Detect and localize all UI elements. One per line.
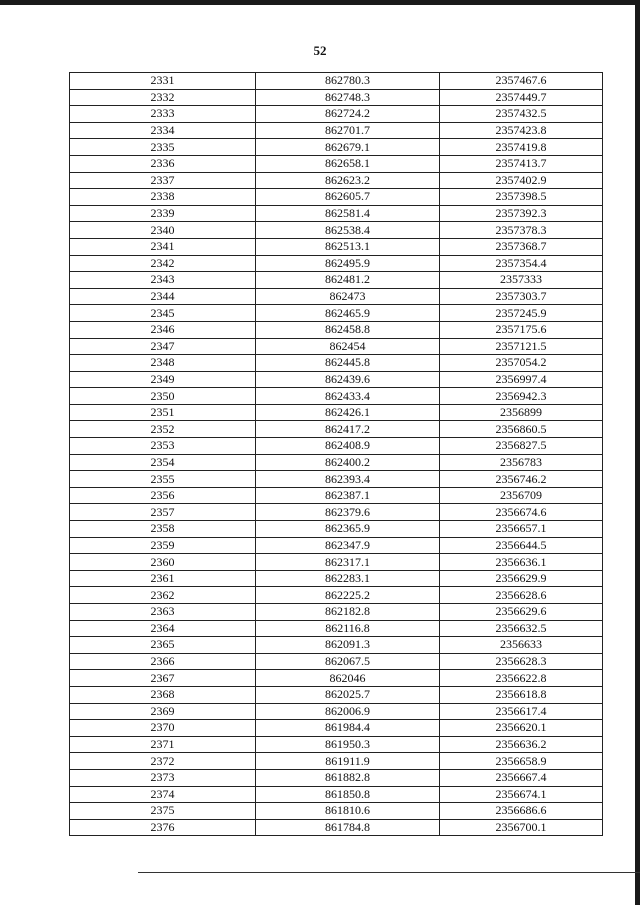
x-coordinate-cell: 862658.1 <box>256 155 440 172</box>
table-row <box>70 222 603 239</box>
y-coordinate-cell: 2356636.1 <box>440 554 603 571</box>
point-number-cell: 2344 <box>70 288 256 305</box>
y-coordinate-cell: 2356628.6 <box>440 587 603 604</box>
y-coordinate-cell: 2356658.9 <box>440 753 603 770</box>
point-number-cell: 2334 <box>70 122 256 139</box>
y-coordinate-cell: 2357392.3 <box>440 205 603 222</box>
point-number-cell: 2374 <box>70 786 256 803</box>
point-number-cell: 2342 <box>70 255 256 272</box>
y-coordinate-cell: 2356617.4 <box>440 703 603 720</box>
table-row <box>70 288 603 305</box>
point-number-cell: 2354 <box>70 454 256 471</box>
table-row <box>70 620 603 637</box>
point-number-cell: 2333 <box>70 106 256 123</box>
y-coordinate-cell: 2356657.1 <box>440 521 603 538</box>
x-coordinate-cell: 862724.2 <box>256 106 440 123</box>
table-row <box>70 753 603 770</box>
y-coordinate-cell: 2356628.3 <box>440 653 603 670</box>
y-coordinate-cell: 2356860.5 <box>440 421 603 438</box>
table-row <box>70 769 603 786</box>
table-row <box>70 139 603 156</box>
x-coordinate-cell: 862473 <box>256 288 440 305</box>
y-coordinate-cell: 2357378.3 <box>440 222 603 239</box>
y-coordinate-cell: 2356618.8 <box>440 686 603 703</box>
y-coordinate-cell: 2357413.7 <box>440 155 603 172</box>
table-row <box>70 504 603 521</box>
table-row <box>70 421 603 438</box>
table-row <box>70 570 603 587</box>
table-row <box>70 803 603 820</box>
y-coordinate-cell: 2356667.4 <box>440 769 603 786</box>
x-coordinate-cell: 862495.9 <box>256 255 440 272</box>
point-number-cell: 2353 <box>70 438 256 455</box>
y-coordinate-cell: 2356783 <box>440 454 603 471</box>
x-coordinate-cell: 862605.7 <box>256 189 440 206</box>
point-number-cell: 2347 <box>70 338 256 355</box>
table-row <box>70 89 603 106</box>
x-coordinate-cell: 862046 <box>256 670 440 687</box>
x-coordinate-cell: 862387.1 <box>256 487 440 504</box>
table-row <box>70 487 603 504</box>
y-coordinate-cell: 2356636.2 <box>440 736 603 753</box>
y-coordinate-cell: 2357449.7 <box>440 89 603 106</box>
y-coordinate-cell: 2356674.6 <box>440 504 603 521</box>
point-number-cell: 2352 <box>70 421 256 438</box>
x-coordinate-cell: 862006.9 <box>256 703 440 720</box>
table-row <box>70 703 603 720</box>
y-coordinate-cell: 2356633 <box>440 637 603 654</box>
point-number-cell: 2366 <box>70 653 256 670</box>
table-row <box>70 587 603 604</box>
point-number-cell: 2359 <box>70 537 256 554</box>
x-coordinate-cell: 862393.4 <box>256 471 440 488</box>
y-coordinate-cell: 2357432.5 <box>440 106 603 123</box>
y-coordinate-cell: 2356629.6 <box>440 604 603 621</box>
point-number-cell: 2375 <box>70 803 256 820</box>
point-number-cell: 2355 <box>70 471 256 488</box>
table-row <box>70 537 603 554</box>
y-coordinate-cell: 2356622.8 <box>440 670 603 687</box>
x-coordinate-cell: 862379.6 <box>256 504 440 521</box>
y-coordinate-cell: 2357419.8 <box>440 139 603 156</box>
y-coordinate-cell: 2356899 <box>440 404 603 421</box>
table-row <box>70 454 603 471</box>
table-row <box>70 388 603 405</box>
point-number-cell: 2332 <box>70 89 256 106</box>
point-number-cell: 2358 <box>70 521 256 538</box>
coordinates-table <box>69 72 603 836</box>
x-coordinate-cell: 862417.2 <box>256 421 440 438</box>
scan-edge-right <box>635 0 640 905</box>
y-coordinate-cell: 2357354.4 <box>440 255 603 272</box>
y-coordinate-cell: 2357245.9 <box>440 305 603 322</box>
x-coordinate-cell: 862225.2 <box>256 587 440 604</box>
point-number-cell: 2336 <box>70 155 256 172</box>
x-coordinate-cell: 861850.8 <box>256 786 440 803</box>
point-number-cell: 2369 <box>70 703 256 720</box>
table-row <box>70 73 603 90</box>
x-coordinate-cell: 862067.5 <box>256 653 440 670</box>
table-row <box>70 355 603 372</box>
x-coordinate-cell: 862481.2 <box>256 272 440 289</box>
x-coordinate-cell: 862445.8 <box>256 355 440 372</box>
point-number-cell: 2373 <box>70 769 256 786</box>
table-row <box>70 670 603 687</box>
table-row <box>70 371 603 388</box>
x-coordinate-cell: 861911.9 <box>256 753 440 770</box>
point-number-cell: 2340 <box>70 222 256 239</box>
x-coordinate-cell: 862426.1 <box>256 404 440 421</box>
point-number-cell: 2345 <box>70 305 256 322</box>
x-coordinate-cell: 861784.8 <box>256 819 440 836</box>
x-coordinate-cell: 862400.2 <box>256 454 440 471</box>
point-number-cell: 2370 <box>70 720 256 737</box>
y-coordinate-cell: 2356746.2 <box>440 471 603 488</box>
y-coordinate-cell: 2357175.6 <box>440 321 603 338</box>
table-row <box>70 272 603 289</box>
x-coordinate-cell: 861950.3 <box>256 736 440 753</box>
y-coordinate-cell: 2356674.1 <box>440 786 603 803</box>
point-number-cell: 2360 <box>70 554 256 571</box>
point-number-cell: 2371 <box>70 736 256 753</box>
y-coordinate-cell: 2357303.7 <box>440 288 603 305</box>
y-coordinate-cell: 2356629.9 <box>440 570 603 587</box>
table-row <box>70 604 603 621</box>
point-number-cell: 2343 <box>70 272 256 289</box>
y-coordinate-cell: 2356997.4 <box>440 371 603 388</box>
point-number-cell: 2337 <box>70 172 256 189</box>
x-coordinate-cell: 861882.8 <box>256 769 440 786</box>
x-coordinate-cell: 862679.1 <box>256 139 440 156</box>
x-coordinate-cell: 862538.4 <box>256 222 440 239</box>
y-coordinate-cell: 2357402.9 <box>440 172 603 189</box>
y-coordinate-cell: 2356827.5 <box>440 438 603 455</box>
table-row <box>70 238 603 255</box>
point-number-cell: 2338 <box>70 189 256 206</box>
x-coordinate-cell: 862513.1 <box>256 238 440 255</box>
table-row <box>70 686 603 703</box>
y-coordinate-cell: 2356686.6 <box>440 803 603 820</box>
y-coordinate-cell: 2357054.2 <box>440 355 603 372</box>
x-coordinate-cell: 862454 <box>256 338 440 355</box>
x-coordinate-cell: 862433.4 <box>256 388 440 405</box>
x-coordinate-cell: 862182.8 <box>256 604 440 621</box>
x-coordinate-cell: 862439.6 <box>256 371 440 388</box>
table-row <box>70 736 603 753</box>
x-coordinate-cell: 862458.8 <box>256 321 440 338</box>
table-row <box>70 122 603 139</box>
table-row <box>70 321 603 338</box>
table-row <box>70 338 603 355</box>
point-number-cell: 2361 <box>70 570 256 587</box>
table-row <box>70 521 603 538</box>
point-number-cell: 2376 <box>70 819 256 836</box>
x-coordinate-cell: 862623.2 <box>256 172 440 189</box>
x-coordinate-cell: 862748.3 <box>256 89 440 106</box>
point-number-cell: 2331 <box>70 73 256 90</box>
table-row <box>70 637 603 654</box>
y-coordinate-cell: 2356709 <box>440 487 603 504</box>
table-row <box>70 155 603 172</box>
point-number-cell: 2368 <box>70 686 256 703</box>
point-number-cell: 2356 <box>70 487 256 504</box>
x-coordinate-cell: 861984.4 <box>256 720 440 737</box>
x-coordinate-cell: 862701.7 <box>256 122 440 139</box>
table-row <box>70 653 603 670</box>
y-coordinate-cell: 2357423.8 <box>440 122 603 139</box>
coordinates-table-body <box>70 73 603 836</box>
point-number-cell: 2346 <box>70 321 256 338</box>
table-row <box>70 554 603 571</box>
x-coordinate-cell: 862780.3 <box>256 73 440 90</box>
y-coordinate-cell: 2356620.1 <box>440 720 603 737</box>
scan-edge-top <box>0 0 640 5</box>
x-coordinate-cell: 862116.8 <box>256 620 440 637</box>
page-number: 52 <box>313 43 327 58</box>
point-number-cell: 2372 <box>70 753 256 770</box>
y-coordinate-cell: 2356700.1 <box>440 819 603 836</box>
x-coordinate-cell: 862581.4 <box>256 205 440 222</box>
point-number-cell: 2335 <box>70 139 256 156</box>
table-row <box>70 438 603 455</box>
table-row <box>70 106 603 123</box>
point-number-cell: 2364 <box>70 620 256 637</box>
point-number-cell: 2339 <box>70 205 256 222</box>
point-number-cell: 2357 <box>70 504 256 521</box>
table-row <box>70 404 603 421</box>
table-row <box>70 471 603 488</box>
table-row <box>70 189 603 206</box>
table-row <box>70 305 603 322</box>
point-number-cell: 2351 <box>70 404 256 421</box>
y-coordinate-cell: 2357333 <box>440 272 603 289</box>
table-row <box>70 720 603 737</box>
scan-edge-bottom <box>138 872 640 873</box>
point-number-cell: 2350 <box>70 388 256 405</box>
point-number-cell: 2348 <box>70 355 256 372</box>
x-coordinate-cell: 862025.7 <box>256 686 440 703</box>
y-coordinate-cell: 2356942.3 <box>440 388 603 405</box>
x-coordinate-cell: 862365.9 <box>256 521 440 538</box>
x-coordinate-cell: 862408.9 <box>256 438 440 455</box>
x-coordinate-cell: 862465.9 <box>256 305 440 322</box>
y-coordinate-cell: 2357398.5 <box>440 189 603 206</box>
x-coordinate-cell: 862347.9 <box>256 537 440 554</box>
table-row <box>70 819 603 836</box>
point-number-cell: 2341 <box>70 238 256 255</box>
point-number-cell: 2362 <box>70 587 256 604</box>
x-coordinate-cell: 862283.1 <box>256 570 440 587</box>
y-coordinate-cell: 2357467.6 <box>440 73 603 90</box>
x-coordinate-cell: 862091.3 <box>256 637 440 654</box>
point-number-cell: 2367 <box>70 670 256 687</box>
point-number-cell: 2363 <box>70 604 256 621</box>
point-number-cell: 2365 <box>70 637 256 654</box>
table-row <box>70 205 603 222</box>
y-coordinate-cell: 2357121.5 <box>440 338 603 355</box>
y-coordinate-cell: 2356644.5 <box>440 537 603 554</box>
point-number-cell: 2349 <box>70 371 256 388</box>
table-row <box>70 255 603 272</box>
x-coordinate-cell: 861810.6 <box>256 803 440 820</box>
x-coordinate-cell: 862317.1 <box>256 554 440 571</box>
y-coordinate-cell: 2357368.7 <box>440 238 603 255</box>
table-row <box>70 786 603 803</box>
y-coordinate-cell: 2356632.5 <box>440 620 603 637</box>
table-row <box>70 172 603 189</box>
